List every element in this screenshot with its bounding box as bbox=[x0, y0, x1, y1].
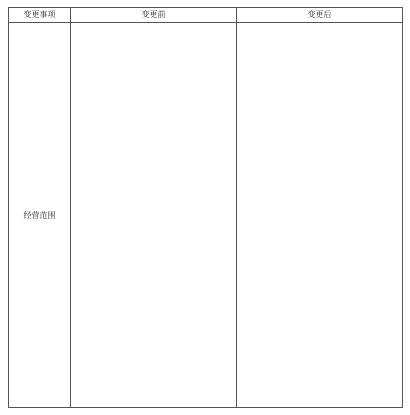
table-row bbox=[9, 23, 403, 408]
header-after: 变更后 bbox=[237, 8, 403, 23]
change-table bbox=[8, 7, 403, 408]
cell-before bbox=[71, 23, 237, 408]
cell-after bbox=[237, 23, 403, 408]
header-change-item: 变更事项 bbox=[9, 8, 71, 23]
row-label-business-scope: 经营范围 bbox=[9, 23, 71, 408]
table-header-row bbox=[9, 8, 403, 23]
header-before: 变更前 bbox=[71, 8, 237, 23]
